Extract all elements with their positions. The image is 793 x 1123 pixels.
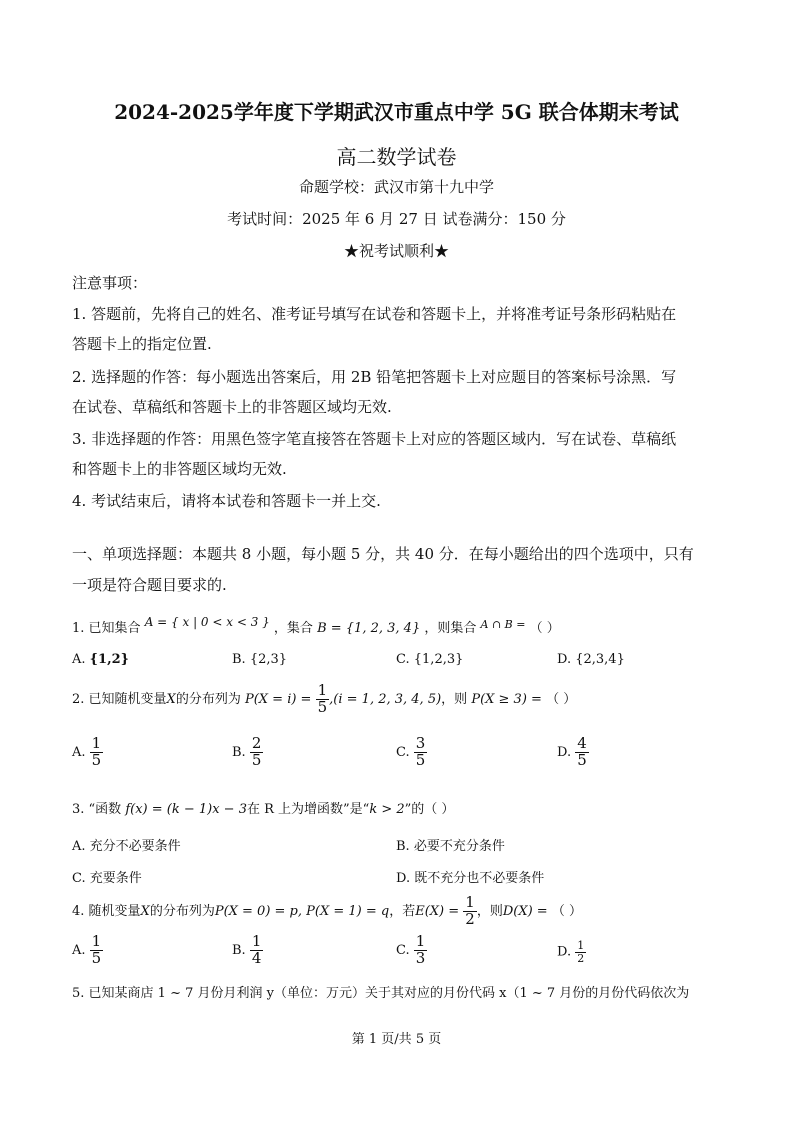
section-heading: 一、单项选择题：本题共 8 小题，每小题 5 分，共 40 分．在每小题给出的四个选项中，只有 xyxy=(72,545,694,563)
q2-option-d: D. $\frac{4}{5}$ xyxy=(557,734,587,769)
question-1 xyxy=(72,617,560,636)
q3-mid: 在 R 上为增函数”是“ xyxy=(246,802,370,817)
q4-expr: D(X) = xyxy=(502,903,548,919)
page-footer: 第 1 页/共 5 页 xyxy=(351,1032,442,1047)
notes-heading: 注意事项： xyxy=(72,274,148,292)
q4-option-d: D. $\frac{1}{2}$ xyxy=(557,939,585,965)
q1-paren: （ ） xyxy=(529,621,560,636)
exam-info-line: 考试时间：2025 年 6 月 27 日 试卷满分：150 分 xyxy=(227,210,566,228)
q4-post2: ，则 xyxy=(476,903,503,919)
q4-pre: 4. 随机变量 xyxy=(72,903,141,919)
q4-lhs: E(X) = xyxy=(415,903,460,919)
q1-set-b: B = {1, 2, 3, 4} xyxy=(317,621,421,636)
q2-option-a: A. $\frac{1}{5}$ xyxy=(72,734,102,769)
q1-option-d: D. {2,3,4} xyxy=(557,652,625,667)
q2-post: ，则 xyxy=(441,691,468,707)
note-item: 1. 答题前，先将自己的姓名、准考证号填写在试卷和答题卡上，并将准考证号条形码粘贴在 xyxy=(72,305,677,323)
q4-option-a: A. $\frac{1}{5}$ xyxy=(72,932,102,967)
wish-line: ★祝考试顺利★ xyxy=(343,242,449,260)
q3-option-c: C. 充要条件 xyxy=(72,871,142,886)
question-5: 5. 已知某商店 1 ~ 7 月份月利润 y（单位：万元）关于其对应的月份代码 x（1 ~ 7 月份的月份代码依次为 xyxy=(72,986,690,1001)
q2-option-c: C. $\frac{3}{5}$ xyxy=(396,734,426,769)
q2-paren: （ ） xyxy=(546,691,577,707)
q3-pre: 3. “函数 xyxy=(72,802,122,817)
section-heading-cont: 一项是符合题目要求的. xyxy=(72,576,227,594)
q2-mid: 的分布列为 xyxy=(175,691,241,707)
q1-post: ，则集合 xyxy=(424,621,477,636)
q2-option-b: B. $\frac{2}{5}$ xyxy=(232,734,262,769)
question-4 xyxy=(72,895,582,928)
q2-pre: 2. 已知随机变量 xyxy=(72,691,167,707)
note-item: 2. 选择题的作答：每小题选出答案后，用 2B 铅笔把答题卡上对应题目的答案标号涂黑．写 xyxy=(72,368,677,386)
q3-post: ”的（ ） xyxy=(404,802,455,817)
note-item: 4. 考试结束后，请将本试卷和答题卡一并上交. xyxy=(72,492,381,510)
exam-subtitle: 高二数学试卷 xyxy=(336,145,457,169)
q2-cond: ,(i = 1, 2, 3, 4, 5) xyxy=(329,691,442,707)
q3-func: f(x) = (k − 1)x − 3 xyxy=(125,802,247,817)
exam-title: 2024-2025学年度下学期武汉市重点中学 5G 联合体期末考试 xyxy=(114,100,679,124)
q4-post: ，若 xyxy=(389,903,416,919)
q3-option-d: D. 既不充分也不必要条件 xyxy=(396,871,545,886)
q1-option-c: C. {1,2,3} xyxy=(396,652,464,667)
q1-set-a: A = { x | 0 < x < 3 } xyxy=(144,615,270,629)
q4-var: X xyxy=(140,903,150,919)
q1-expr: A ∩ B = xyxy=(480,618,526,631)
q2-fraction: $\frac{1}{5}$ xyxy=(317,681,328,716)
q4-option-b: B. $\frac{1}{4}$ xyxy=(232,932,262,967)
q3-option-a: A. 充分不必要条件 xyxy=(72,839,181,854)
q4-dist: P(X = 0) = p, P(X = 1) = q xyxy=(214,903,390,919)
question-3 xyxy=(72,798,454,817)
q1-mid: ，集合 xyxy=(273,621,313,636)
q1-option-a: A. {1,2} xyxy=(72,652,130,667)
q4-fraction: $\frac{1}{2}$ xyxy=(465,893,475,928)
school-line: 命题学校：武汉市第十九中学 xyxy=(298,178,494,196)
q1-option-b: B. {2,3} xyxy=(232,652,288,667)
question-2 xyxy=(72,683,576,716)
q3-cond: k > 2 xyxy=(369,802,405,817)
q2-expr: P(X ≥ 3) = xyxy=(471,691,542,707)
note-item: 在试卷、草稿纸和答题卡上的非答题区域均无效. xyxy=(72,398,392,416)
note-item: 和答题卡上的非答题区域均无效. xyxy=(72,460,287,478)
q4-mid: 的分布列为 xyxy=(149,903,215,919)
q1-pre: 1. 已知集合 xyxy=(72,621,141,636)
q4-option-c: C. $\frac{1}{3}$ xyxy=(396,932,426,967)
q4-paren: （ ） xyxy=(551,903,582,919)
note-item: 3. 非选择题的作答：用黑色签字笔直接答在答题卡上对应的答题区域内．写在试卷、草稿纸 xyxy=(72,430,677,448)
q3-option-b: B. 必要不充分条件 xyxy=(396,839,505,854)
note-item: 答题卡上的指定位置. xyxy=(72,335,212,353)
q2-lhs: P(X = i) = xyxy=(244,691,312,707)
q2-var: X xyxy=(166,691,176,707)
